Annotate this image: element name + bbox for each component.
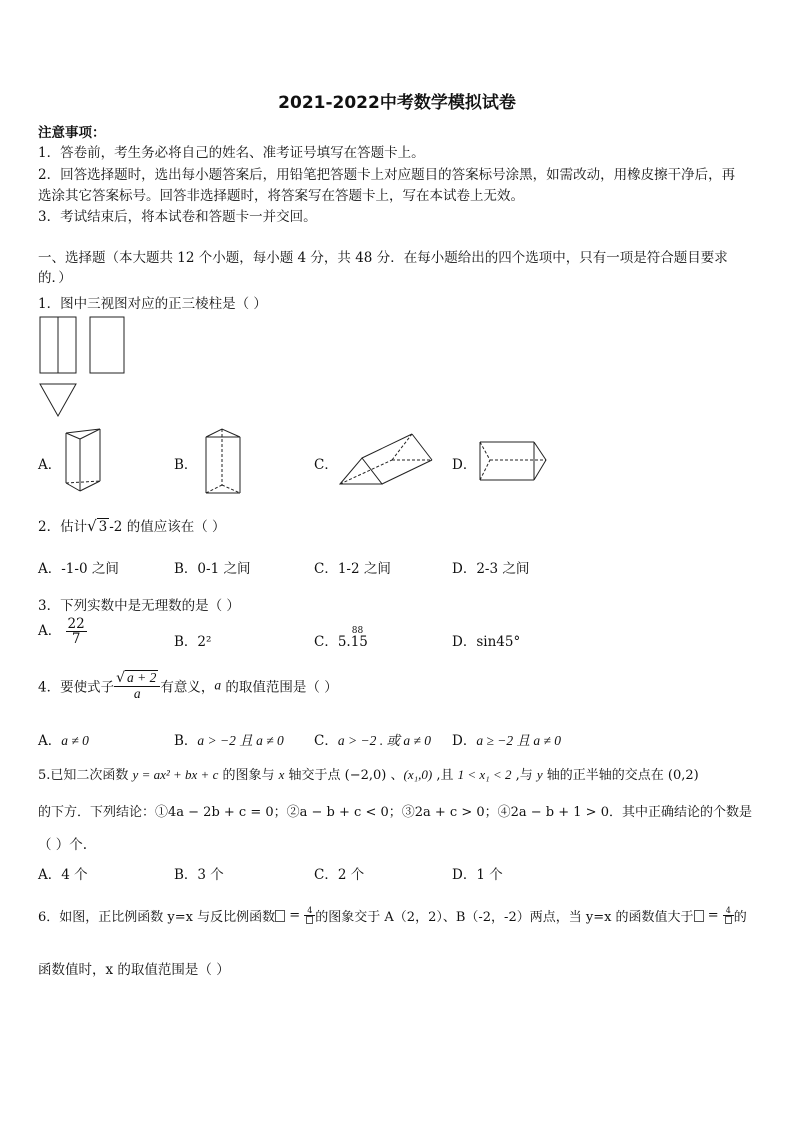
q5-line1 <box>38 764 699 783</box>
q4-radicand: a + 2 <box>127 670 157 685</box>
q1-option-b-label: B． <box>174 457 198 473</box>
q5-line2: 的下方．下列结论：①4a − 2b + c = 0；②a − b + c < 0；③2a + c > 0；④2a − b + 1 > 0．其中正确结论的个数是 <box>38 805 752 820</box>
q3-option-c-label: C．5. <box>314 634 351 650</box>
missing-glyph-icon <box>694 910 704 922</box>
option-text: a > −2 . 或 a ≠ 0 <box>337 733 431 748</box>
text: 5.已知二次函数 <box>38 768 133 783</box>
q2-option-b: B．0-1 之间 <box>174 561 251 577</box>
text: = <box>703 908 723 923</box>
math-point: (x₁,0) <box>403 767 433 782</box>
q3-a-denominator: 7 <box>71 631 81 648</box>
q3-option-b: B．2² <box>174 634 212 650</box>
option-label: D． <box>452 733 477 749</box>
text: ,且 <box>432 768 458 783</box>
missing-glyph-icon <box>725 916 732 924</box>
q3-a-numerator: 22 <box>67 616 85 632</box>
math-point: (−2,0) <box>344 768 387 783</box>
notice-heading: 注意事项： <box>38 125 106 141</box>
numerator: 4 <box>304 907 315 916</box>
fraction <box>304 907 315 925</box>
q5-option-c: C．2 个 <box>314 867 365 883</box>
q4-option-d <box>452 729 561 749</box>
q3-option-a-label: A． <box>38 623 62 640</box>
option-text: a > −2 且 a ≠ 0 <box>197 733 284 748</box>
fraction <box>723 907 734 925</box>
q4-stem-post: 的取值范围是（ ） <box>221 679 338 696</box>
q1-stem: 1．图中三视图对应的正三棱柱是（ ） <box>38 296 267 312</box>
q4-denominator: a <box>133 685 141 701</box>
notice-item: 1．答卷前，考生务必将自己的姓名、准考证号填写在答题卡上。 <box>38 145 425 161</box>
option-text: a ≠ 0 <box>61 733 89 748</box>
text: 、 <box>386 768 404 783</box>
text: ,与 <box>511 768 537 783</box>
q4-stem-pre: 4．要使式子 <box>38 679 115 696</box>
text: 轴的正半轴的交点在 <box>542 768 668 783</box>
math-point: (0,2) <box>667 768 699 783</box>
q4-expression: $\frac{√ a + 2}{a}$ <box>114 670 160 701</box>
q1-option-c-label: C． <box>314 457 338 473</box>
missing-glyph-icon <box>275 910 285 922</box>
q2-stem-pre: 2．估计 <box>38 519 88 535</box>
text: 的图象与 <box>218 768 279 783</box>
text: 的图象交于 A（2，2）、B（-2，-2）两点，当 y=x 的函数值大于 <box>315 910 694 925</box>
page-title: 2021-2022中考数学模拟试卷 <box>278 93 516 113</box>
text: 的 <box>733 910 747 925</box>
q2-option-c: C．1-2 之间 <box>314 561 391 577</box>
q4-option-c <box>314 729 431 749</box>
notice-item: 2．回答选择题时，选出每小题答案后，用铅笔把答题卡上对应题目的答案标号涂黑，如需改动，用橡皮擦干净后，再 <box>38 167 736 183</box>
q4-var: a <box>214 677 222 693</box>
numerator: 4 <box>723 907 734 916</box>
notice-item: 3．考试结束后，将本试卷和答题卡一并交回。 <box>38 209 317 225</box>
option-label: B． <box>174 733 198 749</box>
text: 轴交于点 <box>284 768 345 783</box>
q5-option-b: B．3 个 <box>174 867 224 883</box>
q2-stem <box>38 515 225 535</box>
notice-item: 选涂其它答案标号。回答非选择题时，将答案写在答题卡上，写在本试卷上无效。 <box>38 188 524 204</box>
prism-a-figure <box>60 425 110 495</box>
q2-option-d: D．2-3 之间 <box>452 561 530 577</box>
option-label: C． <box>314 733 338 749</box>
prism-b-figure <box>198 425 248 497</box>
q6-line2: 函数值时，x 的取值范围是（ ） <box>38 962 230 978</box>
three-view-figure <box>38 316 128 420</box>
q3-option-d: D．sin45° <box>452 634 521 650</box>
text: 6．如图，正比例函数 y=x 与反比例函数 <box>38 910 276 925</box>
q3-option-a <box>38 617 87 646</box>
q5-option-d: D．1 个 <box>452 867 503 883</box>
q4-stem <box>38 670 338 701</box>
q1-option-a-label: A． <box>38 457 62 473</box>
math-cond: 1 < x₁ < 2 <box>457 767 512 782</box>
math-var: y <box>536 767 543 782</box>
fraction <box>66 617 87 646</box>
q1-option-d-label: D． <box>452 457 477 473</box>
math-var: x <box>278 767 285 782</box>
q5-option-a: A．4 个 <box>38 867 88 883</box>
q2-option-a: A．-1-0 之间 <box>38 561 119 577</box>
q2-radicand: 3 <box>98 519 108 535</box>
q3-option-c <box>314 626 368 650</box>
q2-stem-post: -2 的值应该在（ ） <box>109 519 226 535</box>
option-label: A． <box>38 733 62 749</box>
q4-stem-mid: 有意义， <box>160 679 215 696</box>
q3-stem: 3．下列实数中是无理数的是（ ） <box>38 598 240 614</box>
option-text: a ≥ −2 且 a ≠ 0 <box>476 733 562 748</box>
math-expr: y = ax² + bx + c <box>132 767 219 782</box>
sqrt-sign: √ <box>87 517 97 535</box>
q3-c-digits: 15 <box>350 634 368 650</box>
q6-line1 <box>38 906 747 925</box>
prism-c-figure <box>338 432 434 488</box>
missing-glyph-icon <box>306 916 313 924</box>
q3-c-repeating-dots: 88 <box>351 626 364 636</box>
q5-line3: （ ）个. <box>38 837 88 853</box>
q4-option-b <box>174 729 284 749</box>
section-heading-cont: 的．） <box>38 270 72 286</box>
prism-d-figure <box>476 438 550 484</box>
q4-option-a <box>38 729 89 749</box>
text: = <box>285 908 305 923</box>
section-heading: 一、选择题（本大题共 12 个小题，每小题 4 分，共 48 分．在每小题给出的四个选项中，只有一项是符合题目要求 <box>38 250 728 266</box>
